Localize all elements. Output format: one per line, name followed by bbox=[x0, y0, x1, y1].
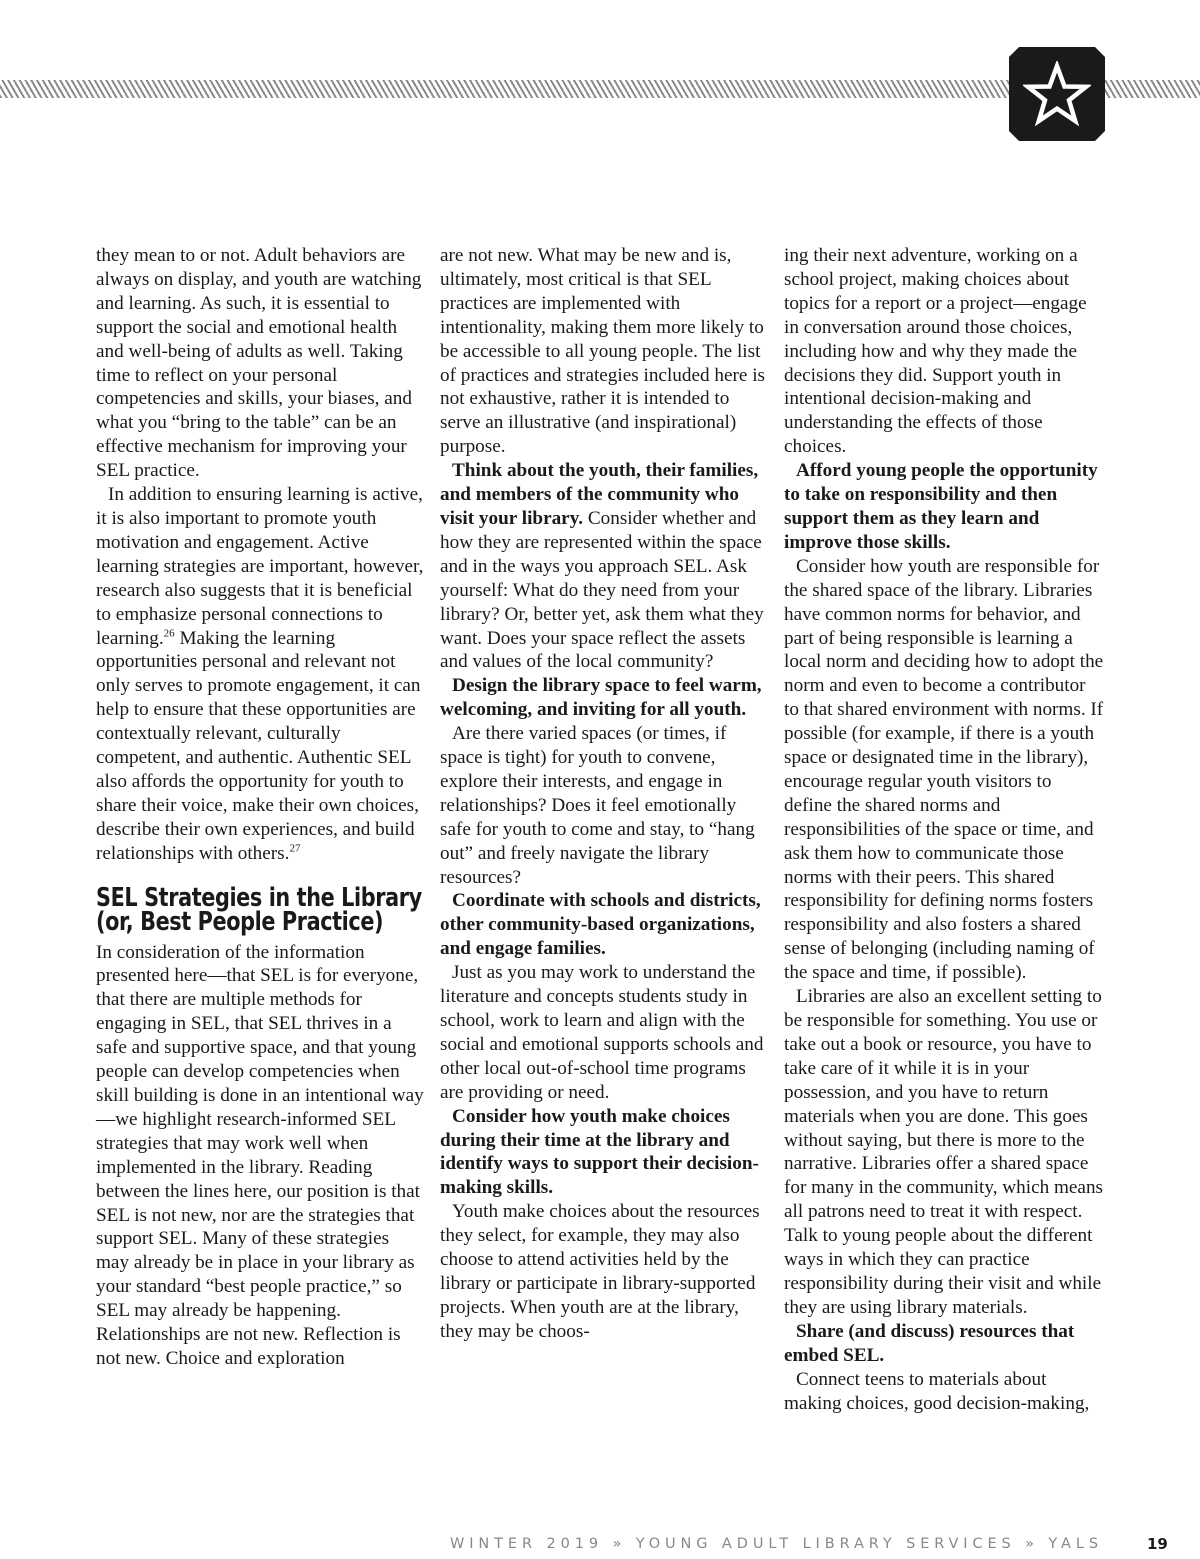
paragraph: are not new. What may be new and is, ultimately, most critical is that SEL practices are implemented with intentionality, making them more likely to be accessible to all young people. The list of practices and strategies included here is not exhaustive, rather it is intended to serve an illustrative (and inspirational) purpose. bbox=[440, 245, 765, 458]
paragraph: Just as you may work to understand the literature and concepts students study in school, work to learn and align with the social and emotional supports schools and other local out-of-school time programs are providing or need. bbox=[440, 962, 764, 1103]
paragraph: In consideration of the information presented here—that SEL is for everyone, that there are multiple methods for engaging in SEL, that SEL thrives in a safe and supportive space, and that young people can develop competencies when skill building is done in an intentional way—we highlight research-informed SEL strategies that may work well when implemented in the library. Reading between the lines here, our position is that SEL is not new, nor are the strategies that support SEL. Many of these strategies may already be in place in your library as your standard “best people practice,” so SEL may already be happening. Relationships are not new. Reflection is not new. Choice and exploration bbox=[96, 941, 424, 1369]
column-1 bbox=[96, 244, 426, 1371]
column-3 bbox=[784, 244, 1104, 1415]
star-icon bbox=[1023, 61, 1091, 127]
paragraph: Are there varied spaces (or times, if space is tight) for youth to convene, explore their interests, and engage in relationships? Does it feel emotionally safe for youth to come and stay, to “hang out” and freely navigate the library resources? bbox=[440, 723, 755, 888]
footnote-ref: 27 bbox=[289, 842, 301, 855]
paragraph: Consider how youth are responsible for the shared space of the library. Libraries have common norms for behavior, and part of being responsible is learning a local norm and deciding how to adopt the norm and even to become a contributor to that shared environment with norms. If possible (for example, if there is a youth space or designated time in the library), encourage regular youth visitors to define the shared norms and responsibilities of the space or time, and ask them how to communicate those norms with their peers. This shared responsibility for defining norms fosters responsibility and also fosters a shared sense of belonging (including naming of the space and time, if possible). bbox=[784, 555, 1104, 984]
paragraph: they mean to or not. Adult behaviors are always on display, and youth are watching and learning. As such, it is essential to support the social and emotional health and well-being of adults as well. Taking time to reflect on your personal competencies and skills, your biases, and what you “bring to the table” can be an effective mechanism for improving your SEL practice. bbox=[96, 245, 422, 482]
page-number: 19 bbox=[1147, 1535, 1168, 1553]
paragraph: Libraries are also an excellent setting to be responsible for something. You use or take out a book or resource, you have to take care of it while it is in your possession, and you have to return materials when you are done. This goes without saying, but there is more to the narrative. Libraries offer a shared space for many in the community, which means all patrons need to treat it with respect. Talk to young people about the different ways in which they can practice responsibility during their visit and while they are using library materials. bbox=[784, 986, 1104, 1318]
running-footer: WINTER 2019 » YOUNG ADULT LIBRARY SERVICES » YALS bbox=[450, 1536, 1103, 1552]
strategy-heading: Think about the youth, their families, and members of the community who visit your library. bbox=[440, 460, 759, 529]
paragraph: Youth make choices about the resources they select, for example, they may also choose to attend activities held by the library or participate in library-supported projects. When youth are at the library, they may be choos- bbox=[440, 1201, 760, 1342]
section-badge bbox=[1009, 47, 1105, 141]
footnote-ref: 26 bbox=[163, 627, 175, 640]
strategy-heading: Consider how youth make choices during their time at the library and identify ways to support their decision-making skills. bbox=[440, 1105, 759, 1199]
strategy-heading: Share (and discuss) resources that embed SEL. bbox=[784, 1320, 1075, 1366]
paragraph: Connect teens to materials about making choices, good decision-making, bbox=[784, 1368, 1090, 1414]
paragraph bbox=[96, 483, 426, 866]
strategy-heading: Design the library space to feel warm, welcoming, and inviting for all youth. bbox=[440, 675, 762, 721]
column-2 bbox=[440, 244, 770, 1344]
paragraph bbox=[440, 459, 770, 674]
paragraph: ing their next adventure, working on a school project, making choices about topics for a report or a project—engage in conversation around those choices, including how and why they made the decisions they did. Support youth in intentional decision-making and understanding the effects of those choices. bbox=[784, 245, 1087, 458]
section-heading: SEL Strategies in the Library (or, Best People Practice) bbox=[96, 882, 422, 937]
strategy-heading: Afford young people the opportunity to take on responsibility and then support them as they learn and improve those skills. bbox=[784, 460, 1098, 553]
paragraph-text: In addition to ensuring learning is active, it is also important to promote youth motivation and engagement. Active learning strategies are important, however, research also suggests that it is beneficial to emphasize personal connections to learning. bbox=[96, 484, 424, 649]
strategy-heading: Coordinate with schools and districts, other community-based organizations, and engage families. bbox=[440, 890, 761, 960]
paragraph-text: Consider whether and how they are represented within the space and in the ways you approach SEL. Ask yourself: What do they need from your library? Or, better yet, ask them what they want. Does your space reflect the assets and values of the local community? bbox=[440, 507, 764, 673]
paragraph-text: Making the learning opportunities personal and relevant not only serves to promote engagement, it can help to ensure that these opportunities are contextually relevant, culturally competent, and authentic. Authentic SEL also affords the opportunity for youth to share their voice, make their own choices, describe their own experiences, and build relationships with others. bbox=[96, 627, 421, 864]
